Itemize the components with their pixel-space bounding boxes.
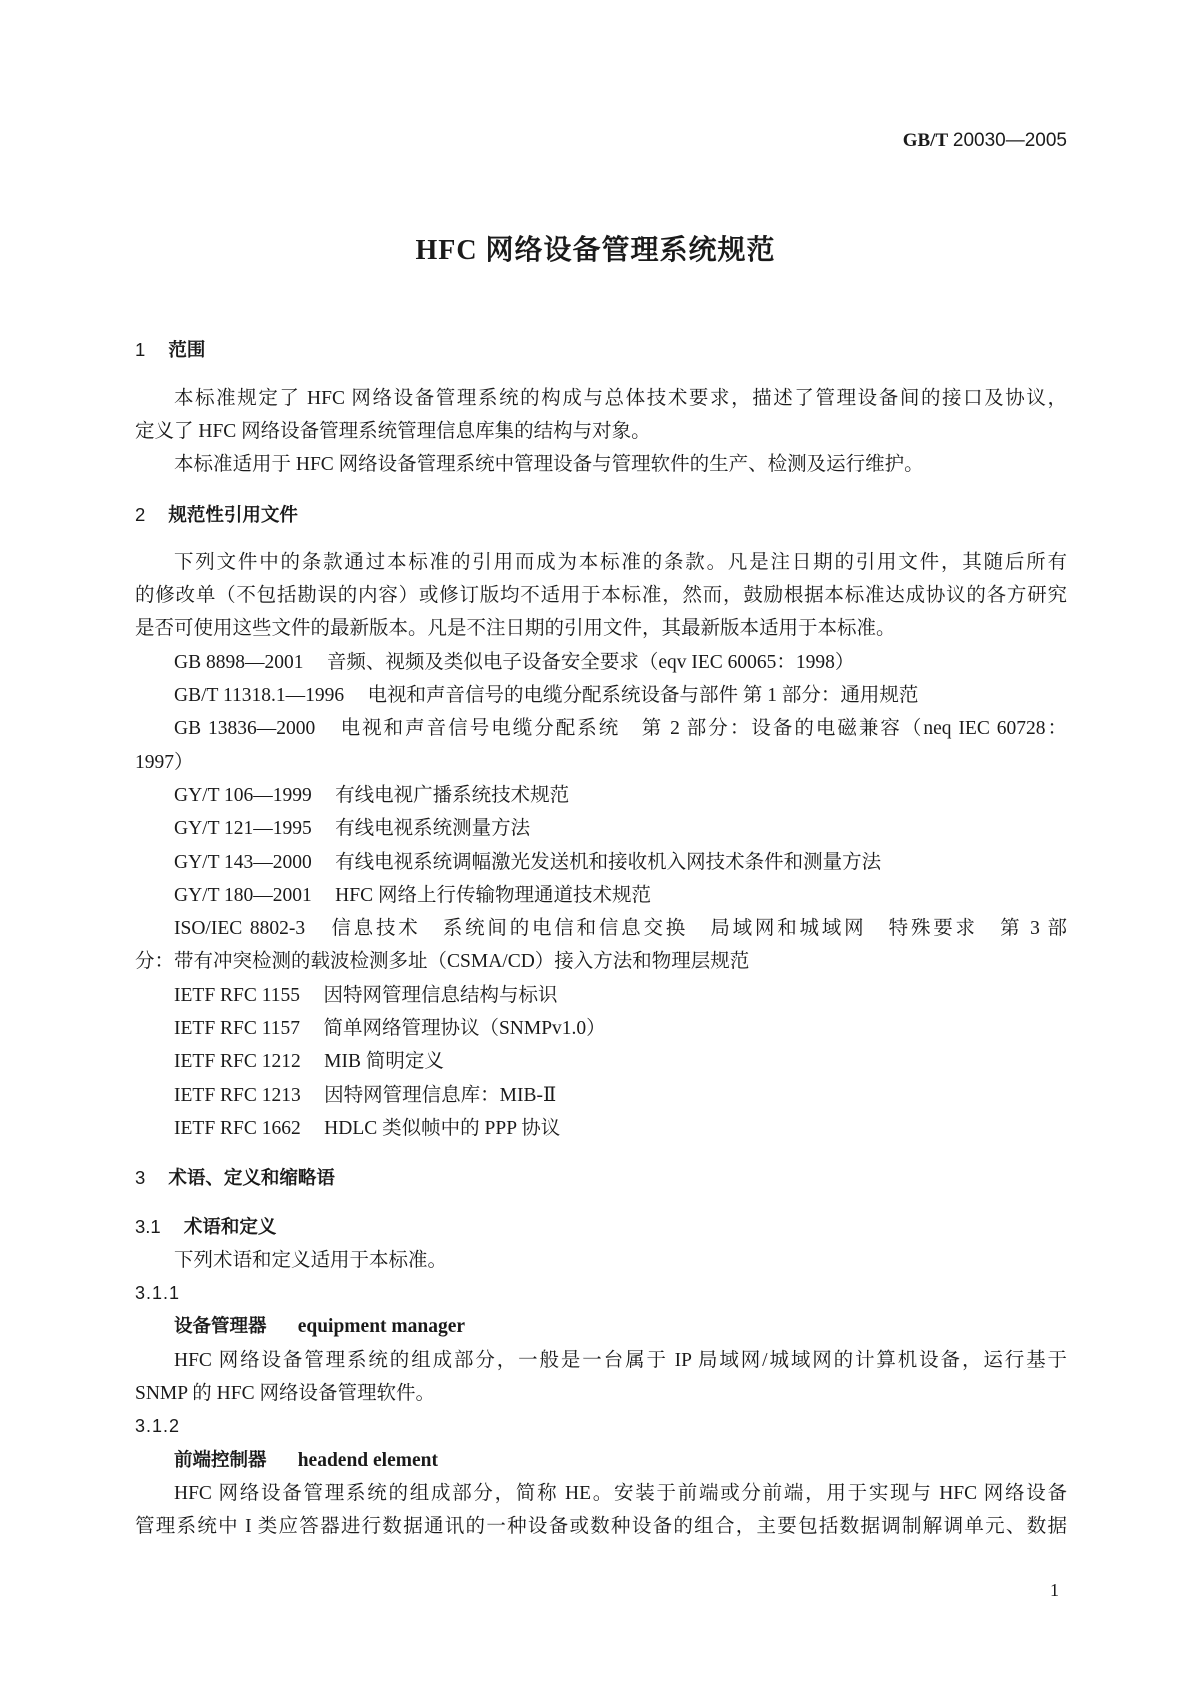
reference-title: 因特网管理信息库：MIB-Ⅱ — [324, 1084, 557, 1106]
paragraph-line: 本标准适用于 HFC 网络设备管理系统中管理设备与管理软件的生产、检测及运行维护。 — [174, 454, 924, 476]
reference-title-continuation: 分：带有冲突检测的载波检测多址（CSMA/CD）接入方法和物理层规范 — [135, 951, 750, 973]
section-title: 规范性引用文件 — [168, 504, 298, 526]
section-heading-terms — [135, 1161, 1067, 1194]
reference-item — [135, 879, 1067, 912]
page-number: 1 — [1050, 1580, 1059, 1600]
definition-line: HFC 网络设备管理系统的组成部分，简称 HE。安装于前端或分前端，用于实现与 HFC 网络设备 — [174, 1482, 1067, 1504]
reference-title: 信息技术 系统间的电信和信息交换 局域网和城域网 特殊要求 第 3 部 — [328, 918, 1067, 940]
paragraph-line: 本标准规定了 HFC 网络设备管理系统的构成与总体技术要求，描述了管理设备间的接口及协议， — [174, 387, 1067, 409]
term-chinese: 前端控制器 — [174, 1449, 267, 1471]
reference-title: 有线电视系统调幅激光发送机和接收机入网技术条件和测量方法 — [335, 851, 882, 873]
reference-code: GY/T 143—2000 — [174, 851, 312, 873]
term-chinese: 设备管理器 — [174, 1316, 267, 1338]
definition-line: SNMP 的 HFC 网络设备管理软件。 — [135, 1382, 435, 1404]
reference-title: 电视和声音信号电缆分配系统 第 2 部分：设备的电磁兼容（neq IEC 60728： — [338, 718, 1067, 740]
paragraph-line: 下列术语和定义适用于本标准。 — [174, 1249, 448, 1271]
section-number: 3 — [135, 1167, 146, 1189]
section-number: 1 — [135, 339, 146, 361]
section-heading-normative-references — [135, 498, 1067, 531]
paragraph-line: 定义了 HFC 网络设备管理系统管理信息库集的结构与对象。 — [135, 420, 651, 442]
reference-code: IETF RFC 1662 — [174, 1117, 301, 1139]
reference-item — [135, 912, 1067, 945]
paragraph-line: 是否可使用这些文件的最新版本。凡是不注日期的引用文件，其最新版本适用于本标准。 — [135, 618, 896, 640]
reference-item — [135, 712, 1067, 745]
standard-code-prefix: GB/T — [902, 130, 949, 151]
reference-title: HFC 网络上行传输物理通道技术规范 — [335, 884, 651, 906]
term-english: equipment manager — [297, 1316, 466, 1338]
definition-line: 管理系统中 I 类应答器进行数据通讯的一种设备或数种设备的组合，主要包括数据调制解调单元、数据 — [135, 1516, 1067, 1538]
reference-item — [135, 846, 1067, 879]
subsection-title: 术语和定义 — [183, 1217, 277, 1239]
reference-code: IETF RFC 1213 — [174, 1084, 301, 1106]
reference-title: 电视和声音信号的电缆分配系统设备与部件 第 1 部分：通用规范 — [367, 685, 919, 707]
reference-item — [135, 1045, 1067, 1078]
document-body — [135, 333, 1067, 1543]
reference-title: MIB 简明定义 — [324, 1051, 444, 1073]
reference-title: 因特网管理信息结构与标识 — [323, 984, 558, 1006]
reference-code: IETF RFC 1212 — [174, 1051, 301, 1073]
paragraph-line: 的修改单（不包括勘误的内容）或修订版均不适用于本标准，然而，鼓励根据本标准达成协议的各方研究 — [135, 585, 1067, 607]
reference-item — [135, 779, 1067, 812]
reference-item — [135, 812, 1067, 845]
document-title: HFC 网络设备管理系统规范 — [415, 235, 776, 266]
subsection-heading-terms-definitions — [135, 1210, 1067, 1243]
reference-code: GY/T 106—1999 — [174, 784, 312, 806]
section-title: 术语、定义和缩略语 — [168, 1168, 335, 1190]
term-number: 3.1.2 — [135, 1416, 181, 1437]
standard-code-number: 20030—2005 — [952, 130, 1067, 151]
term-number: 3.1.1 — [135, 1283, 181, 1304]
reference-code: GB 8898—2001 — [174, 651, 304, 673]
section-title: 范围 — [168, 340, 206, 362]
reference-code: ISO/IEC 8802-3 — [174, 918, 306, 940]
section-heading-scope — [135, 333, 1067, 366]
reference-item — [135, 1112, 1067, 1145]
reference-title-continuation: 1997） — [135, 751, 194, 773]
standard-code — [903, 128, 1067, 154]
reference-title: 简单网络管理协议（SNMPv1.0） — [323, 1017, 606, 1039]
reference-code: GB/T 11318.1—1996 — [174, 685, 345, 707]
reference-title: 有线电视广播系统技术规范 — [335, 784, 570, 806]
reference-item — [135, 646, 1067, 679]
term-entry — [135, 1310, 1067, 1343]
reference-title: 音频、视频及类似电子设备安全要求（eqv IEC 60065：1998） — [326, 651, 855, 673]
subsection-number: 3.1 — [135, 1216, 161, 1238]
reference-code: GY/T 121—1995 — [174, 818, 312, 840]
reference-code: IETF RFC 1155 — [174, 984, 301, 1006]
reference-title: 有线电视系统测量方法 — [335, 818, 531, 840]
term-english: headend element — [297, 1449, 438, 1471]
term-entry — [135, 1444, 1067, 1477]
section-number: 2 — [135, 503, 146, 525]
reference-code: IETF RFC 1157 — [174, 1017, 301, 1039]
reference-item — [135, 1079, 1067, 1112]
reference-item — [135, 979, 1067, 1012]
reference-title: HDLC 类似帧中的 PPP 协议 — [324, 1117, 561, 1139]
reference-item — [135, 679, 1067, 712]
reference-item — [135, 1012, 1067, 1045]
paragraph-line: 下列文件中的条款通过本标准的引用而成为本标准的条款。凡是注日期的引用文件，其随后所有 — [174, 551, 1067, 573]
reference-code: GY/T 180—2001 — [174, 884, 312, 906]
reference-code: GB 13836—2000 — [174, 718, 316, 740]
definition-line: HFC 网络设备管理系统的组成部分，一般是一台属于 IP 局域网/城域网的计算机设备，运行基于 — [174, 1349, 1067, 1371]
